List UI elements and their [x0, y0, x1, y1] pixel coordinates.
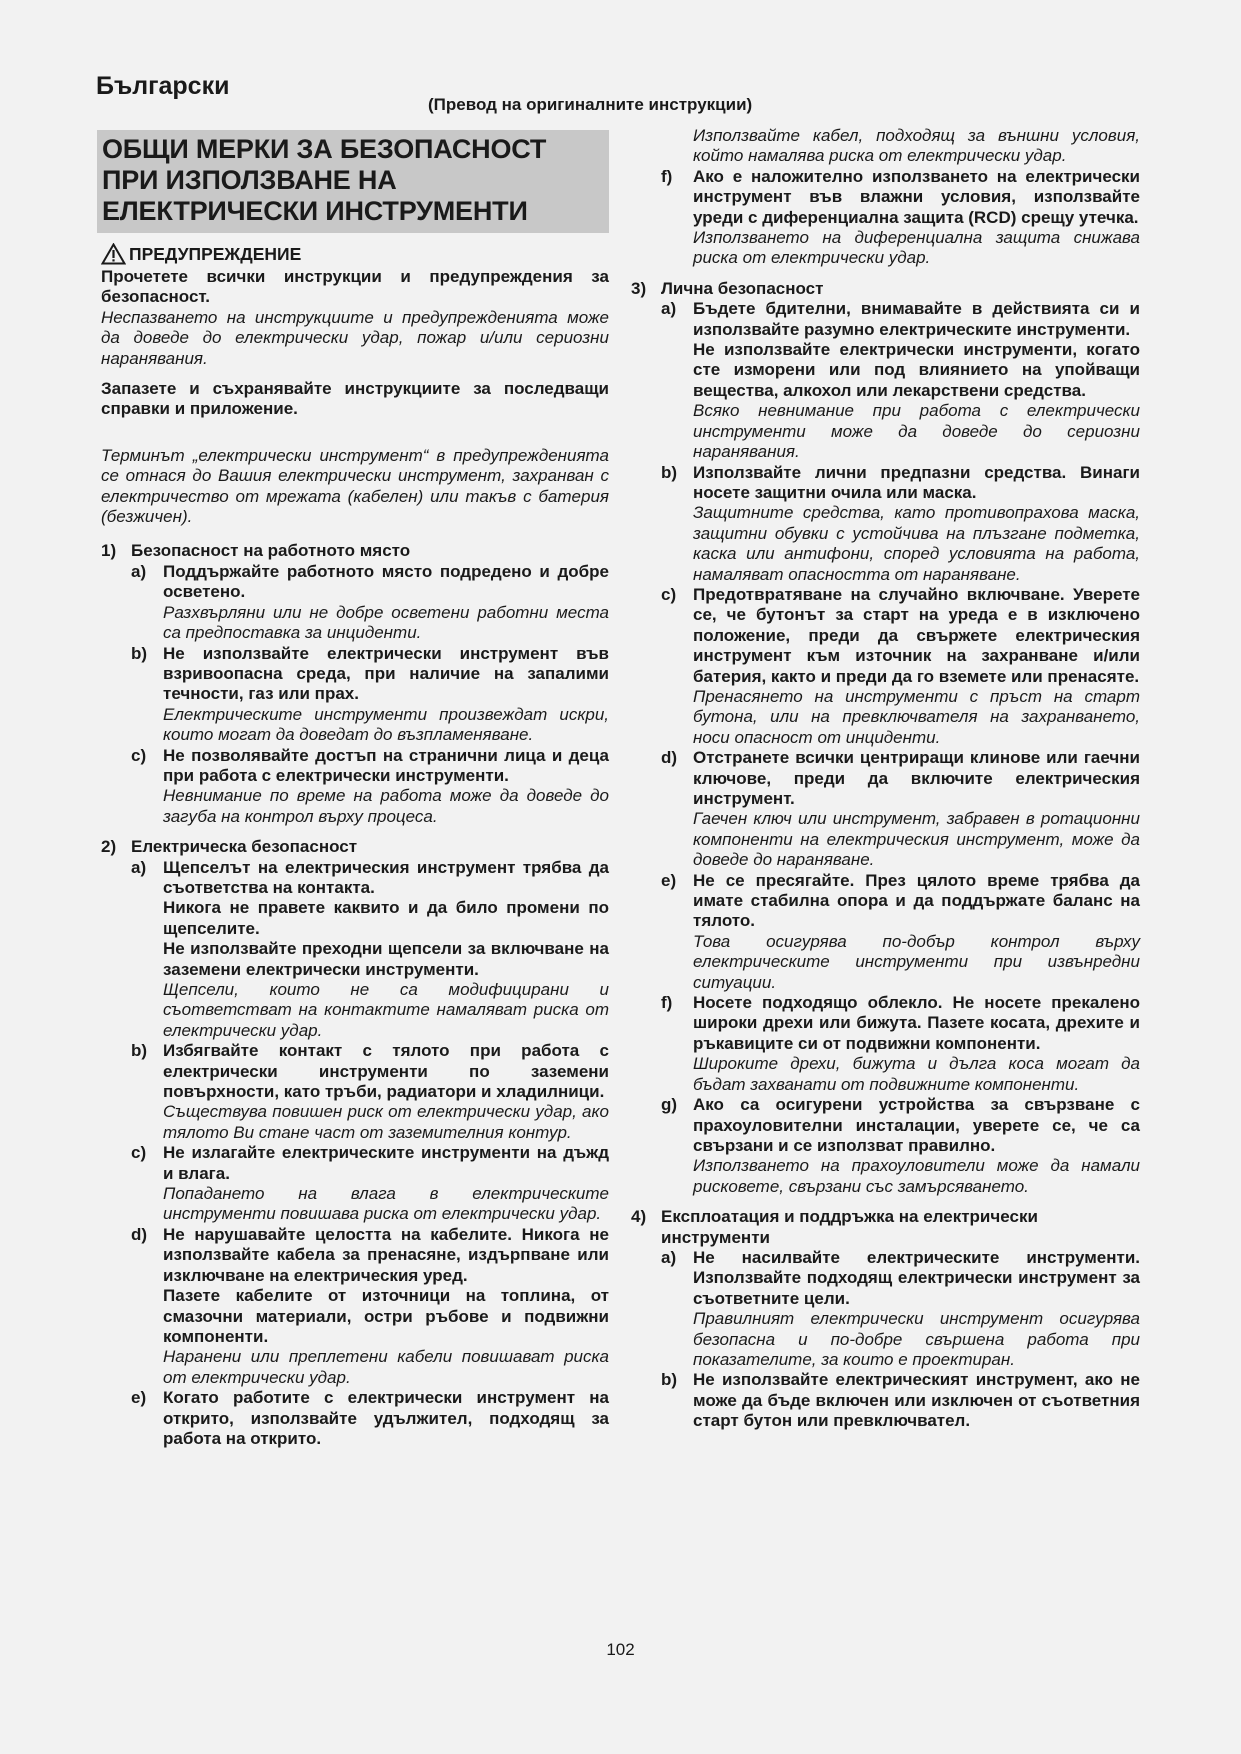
section-3-item-b: b) Използвайте лични предпазни средства. Винаги носете защитни очила или маска. Защитните средства, като противопрахова маска, защитни обувки с устойчива на плъзгане подметка, каска или антифони, според условията на работа, намаляват опасността от нараняване. [661, 462, 1140, 584]
section-3-item-a: a) Бъдете бдителни, внимавайте в действията си и използвайте разумно електрическите инструменти. Не използвайте електрически инструменти, когато сте изморени или под влиянието на упойващи вещества, алкохол или лекарствени средства. Всяко невнимание при работа с електрически инструменти може да доведе до сериозни наранявания. [661, 299, 1140, 462]
warning-label: ПРЕДУПРЕЖДЕНИЕ [129, 243, 302, 264]
section-2-item-f: f) Ако е наложително използването на електрически инструмент във влажни условия, използвайте уреди с диференциална защита (RCD) срещу утечка. Използването на диференциална защита снижава риска от електрически удар. [661, 166, 1140, 268]
section-3-item-d: d) Отстранете всички центриращи клинове или гаечни ключове, преди да включите електрическия инструмент. Гаечен ключ или инструмент, забравен в ротационни компоненти на електрическия инструмент, може да доведе до нараняване. [661, 748, 1140, 870]
warning-bold-1: Прочетете всички инструкции и предупреждения за безопасност. [101, 267, 609, 307]
warning-heading [101, 243, 609, 265]
section-3-item-c: c) Предотвратяване на случайно включване. Уверете се, че бутонът за старт на уреда е в изключено положение, преди да свържете електрическия инструмент към източник на захранване и/или батерия, както и преди да го вземете или пренасяте. Пренасянето на инструменти с пръст на старт бутона, или на превключвателя на захранването, носи опасност от инциденти. [661, 584, 1140, 747]
section-4-heading: 4) Експлоатация и поддръжка на електрически инструменти [631, 1207, 1038, 1247]
section-2-item-a: a) Щепселът на електрическия инструмент трябва да съответства на контакта. Никога не правете каквито и да било промени по щепселите. Не използвайте преходни щепсели за включване на заземени електрически инструменти. Щепсели, които не са модифицирани и съответстват на контактите намаляват риска от електрически удар. [131, 857, 609, 1040]
section-3-item-g: g) Ако са осигурени устройства за свързване с прахоуловителни инсталации, уверете се, че са свързани и се използват правилно. Използването на прахоуловители може да намали рисковете, свързани със замърсяването. [661, 1095, 1140, 1196]
translation-subtitle: (Превод на оригиналните инструкции) [428, 95, 753, 114]
section-1-item-c: c) Не позволявайте достъп на странични лица и деца при работа с електрически инструменти. Невнимание по време на работа може да доведе до загуба на контрол върху процеса. [131, 745, 609, 826]
page-title: ОБЩИ МЕРКИ ЗА БЕЗОПАСНОСТ ПРИ ИЗПОЛЗВАНЕ НА ЕЛЕКТРИЧЕСКИ ИНСТРУМЕНТИ [97, 130, 609, 233]
warning-bold-2: Запазете и съхранявайте инструкциите за последващи справки и приложение. [101, 379, 609, 419]
section-2-heading: 2) Електрическа безопасност [101, 837, 358, 857]
warning-triangle-icon [101, 243, 126, 265]
left-column [101, 130, 609, 1449]
section-3-item-f: f) Носете подходящо облекло. Не носете прекалено широки дрехи или бижута. Пазете косата, дрехите и ръкавиците си от подвижни компоненти. Широките дрехи, бижута и дълга коса могат да бъдат захванати от подвижните компоненти. [661, 993, 1140, 1094]
section-3-heading: 3) Лична безопасност [631, 278, 824, 298]
section-1-item-a: a) Поддържайте работното място подредено и добре осветено. Разхвърляни или не добре осветени работни места са предпоставка за инциденти. [131, 561, 609, 643]
section-4-item-b: b) Не използвайте електрическият инструмент, ако не може да бъде включен или изключен от съответния старт бутон или превключвател. [661, 1370, 1140, 1431]
section-2-item-c: c) Не излагайте електрическите инструменти на дъжд и влага. Попадането на влага в електрическите инструменти повишава риска от електрически удар. [131, 1143, 609, 1224]
section-4-item-a: a) Не насилвайте електрическите инструменти. Използвайте подходящ електрически инструмент за съответните цели. Правилният електрически инструмент осигурява безопасна и по-добре свършена работа при показателите, за които е проектиран. [661, 1247, 1140, 1369]
warning-italic-1: Неспазването на инструкциите и предупрежденията може да доведе до електрически удар, пожар и/или сериозни наранявания. [101, 307, 609, 368]
section-2-item-d: d) Не нарушавайте целостта на кабелите. Никога не използвайте кабела за пренасяне, издърпване или изключване на електрическия уред. Пазете кабелите от източници на топлина, от смазочни материали, остри ръбове и подвижни компоненти. Наранени или преплетени кабели повишават риска от електрически удар. [131, 1224, 609, 1387]
section-3-item-e: e) Не се пресягайте. През цялото време трябва да имате стабилна опора и да поддържате баланс на тялото. Това осигурява по-добър контрол върху електрическите инструменти при извънредни ситуации. [661, 870, 1140, 992]
section-1-heading: 1) Безопасност на работното място [101, 541, 411, 561]
language-heading: Български [96, 72, 230, 100]
section-2-item-b: b) Избягвайте контакт с тялото при работа с електрически инструменти по заземени повърхности, като тръби, радиатори и хладилници. Съществува повишен риск от електрически удар, ако тялото Ви стане част от заземителния контур. [131, 1041, 609, 1142]
section-2-item-e: e) Когато работите с електрически инструмент на открито, използвайте удължител, подходящ за работа на открито. [131, 1388, 609, 1448]
section-2-item-e-continued: Използвайте кабел, подходящ за външни условия, който намалява риска от електрически удар. [693, 126, 1140, 166]
warning-italic-2: Терминът „електрически инструмент“ в предупрежденията се отнася до Вашия електрически инструмент, захранван с електричество от мрежата (кабелен) или такъв с батерия (безжичен). [101, 445, 609, 527]
page-number: 102 [606, 1640, 635, 1659]
right-column [631, 126, 1140, 1432]
section-1-item-b: b) Не използвайте електрически инструмент във взривоопасна среда, при наличие на запалими течности, газ или прах. Електрическите инструменти произвеждат искри, които могат да доведат до възпламеняване. [131, 643, 609, 745]
